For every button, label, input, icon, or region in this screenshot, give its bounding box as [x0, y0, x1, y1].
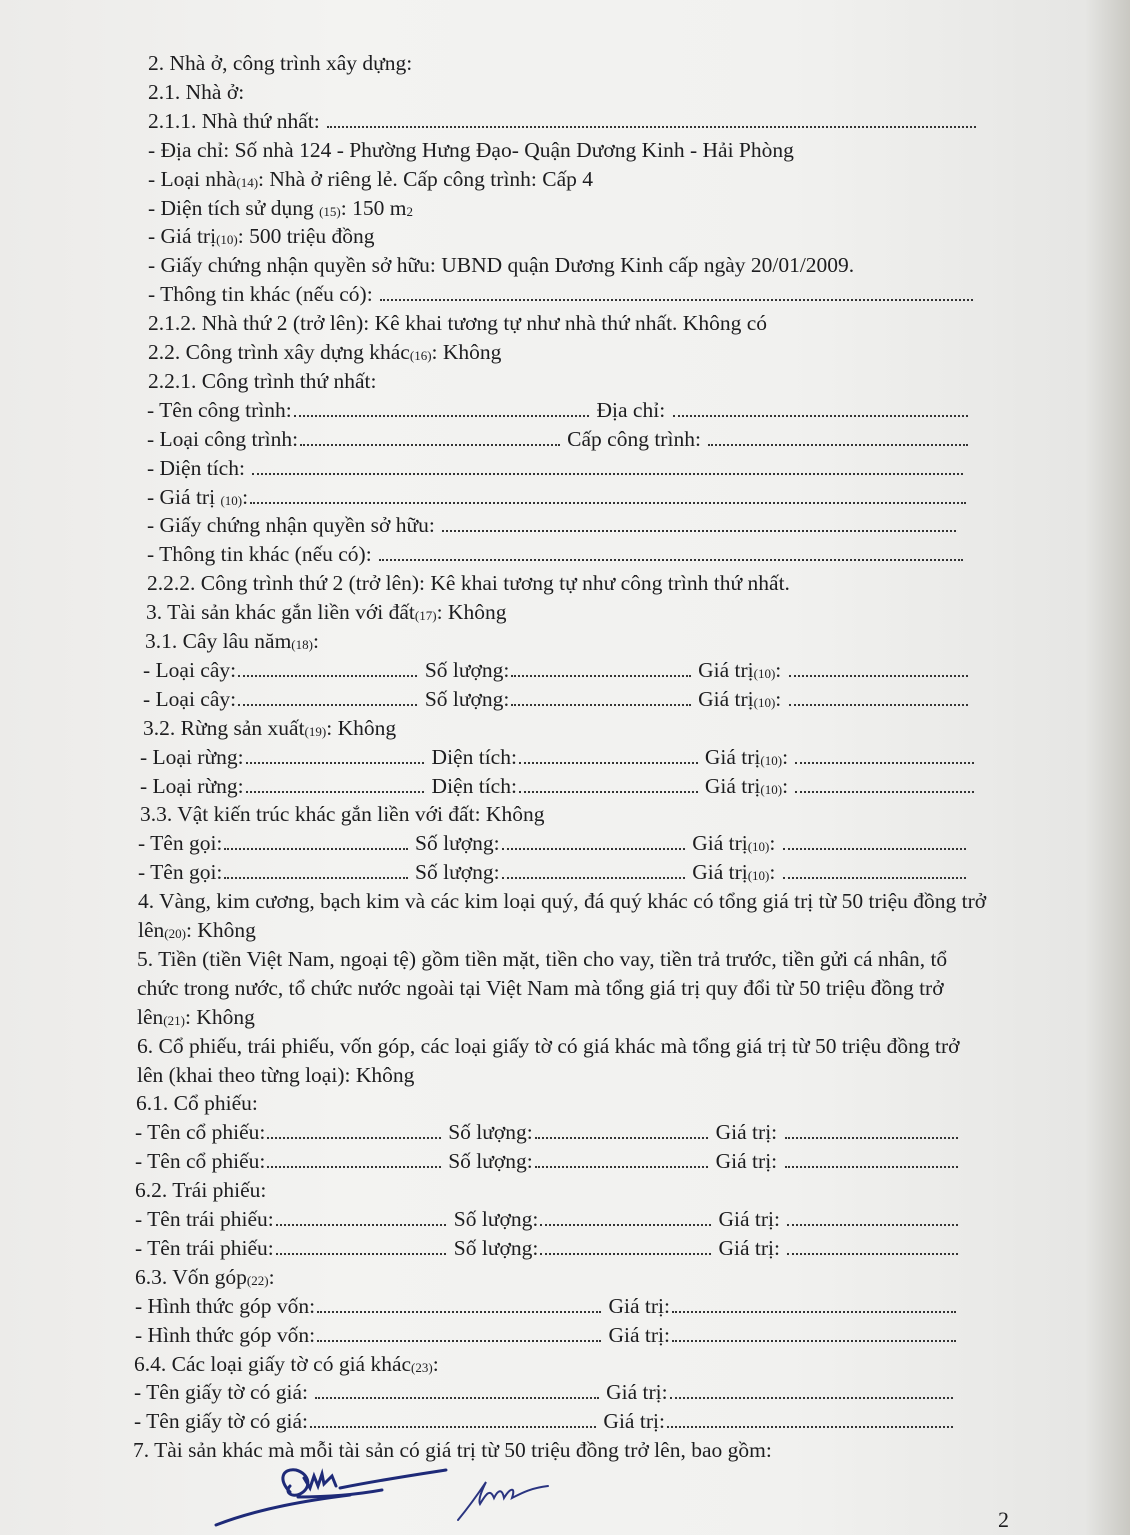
line-text: Giá trị:	[598, 1409, 665, 1433]
line-text: - Tên gọi:	[138, 860, 223, 884]
document-line: - Tên gọi: Số lượng: Giá trị (10) :	[138, 831, 968, 855]
line-text: Giá trị:	[710, 1120, 783, 1144]
line-text: 6.1. Cổ phiếu:	[136, 1091, 258, 1115]
line-text: - Diện tích sử dụng	[148, 196, 320, 220]
line-text: Giá trị:	[713, 1207, 786, 1231]
line-text: Giá trị	[692, 658, 754, 682]
line-text: :	[782, 745, 794, 769]
line-text: - Loại rừng:	[140, 774, 244, 798]
line-text: Số lượng:	[409, 831, 500, 855]
line-text: lên (khai theo từng loại): Không	[137, 1063, 415, 1087]
document-line: - Diện tích sử dụng (15) : 150 m 2	[148, 196, 413, 220]
document-line: - Loại nhà (14) : Nhà ở riêng lẻ. Cấp công trình: Cấp 4	[148, 167, 594, 191]
line-text: - Tên công trình:	[147, 398, 292, 422]
line-text: Giá trị	[686, 831, 748, 855]
line-text: - Loại rừng:	[140, 745, 244, 769]
line-text: : Không	[436, 600, 507, 624]
line-text: Giá trị	[686, 860, 748, 884]
line-text: Giá trị	[692, 687, 754, 711]
line-text: Giá trị:	[600, 1380, 668, 1404]
line-text: Số lượng:	[442, 1120, 533, 1144]
document-line: - Giá trị (10) : 500 triệu đồng	[148, 224, 375, 248]
line-text: - Tên gọi:	[138, 831, 223, 855]
line-text: Diện tích:	[426, 745, 517, 769]
line-text: Số lượng:	[442, 1149, 533, 1173]
line-text: Giá trị:	[603, 1294, 670, 1318]
line-text: 6.3. Vốn góp	[135, 1265, 247, 1289]
line-text: 3.1. Cây lâu năm	[145, 629, 292, 653]
line-text: :	[775, 658, 787, 682]
line-text: 2.2. Công trình xây dựng khác	[148, 340, 410, 364]
document-line: 3.2. Rừng sản xuất (19) : Không	[143, 716, 397, 740]
line-text: Giá trị	[699, 774, 761, 798]
line-text: 2.1. Nhà ở:	[148, 80, 245, 104]
line-text: 6. Cổ phiếu, trái phiếu, vốn góp, các loại giấy tờ có giá khác mà tổng giá trị từ 50 triệu đồng trở	[137, 1034, 960, 1058]
line-text: Giá trị:	[713, 1236, 786, 1260]
line-text: Số lượng:	[448, 1207, 539, 1231]
line-text: 5. Tiền (tiền Việt Nam, ngoại tệ) gồm tiền mặt, tiền cho vay, tiền trả trước, tiền gửi cá nhân, tổ	[137, 947, 948, 971]
line-text: - Loại cây:	[143, 658, 237, 682]
line-text: :	[432, 1352, 439, 1376]
line-text: 7. Tài sản khác mà mỗi tài sản có giá trị từ 50 triệu đồng trở lên, bao gồm:	[133, 1438, 772, 1462]
line-text: :	[769, 831, 781, 855]
line-text: - Tên trái phiếu:	[135, 1236, 274, 1260]
line-text: Số lượng:	[419, 687, 510, 711]
line-text: 2.2.2. Công trình thứ 2 (trở lên): Kê khai tương tự như công trình thứ nhất.	[147, 571, 790, 595]
line-text: 3.2. Rừng sản xuất	[143, 716, 305, 740]
line-text: Cấp công trình:	[561, 427, 707, 451]
line-text: - Loại nhà	[148, 167, 237, 191]
line-text: - Giấy chứng nhận quyền sở hữu:	[147, 513, 441, 537]
line-text: - Tên giấy tờ có giá:	[134, 1409, 308, 1433]
line-text: lên	[138, 918, 165, 942]
line-text: Số lượng:	[409, 860, 500, 884]
document-line: - Loại rừng: Diện tích: Giá trị (10) :	[140, 774, 976, 798]
line-text: Giá trị:	[603, 1323, 670, 1347]
line-text: :	[769, 860, 781, 884]
line-text: - Tên trái phiếu:	[135, 1207, 274, 1231]
document-line: 6.3. Vốn góp (22) :	[135, 1265, 275, 1289]
line-text: lên	[137, 1005, 164, 1029]
line-text: : 500 triệu đồng	[237, 224, 375, 248]
line-text: Số lượng:	[419, 658, 510, 682]
line-text: - Địa chỉ: Số nhà 124 - Phường Hưng Đạo- Quận Dương Kinh - Hải Phòng	[148, 138, 794, 162]
line-text: : Không	[431, 340, 502, 364]
line-text: chức trong nước, tổ chức nước ngoài tại Việt Nam mà tổng giá trị quy đổi từ 50 triệu đồng trở	[137, 976, 944, 1000]
line-text: - Thông tin khác (nếu có):	[148, 282, 379, 306]
line-text: - Hình thức góp vốn:	[135, 1323, 316, 1347]
line-text: - Loại cây:	[143, 687, 237, 711]
line-text: - Thông tin khác (nếu có):	[147, 542, 378, 566]
line-text: 3.3. Vật kiến trúc khác gắn liền với đất: Không	[140, 802, 545, 826]
line-text: Giá trị:	[710, 1149, 783, 1173]
document-line: 3. Tài sản khác gắn liền với đất (17) : Không	[146, 600, 507, 624]
line-text: Số lượng:	[448, 1236, 539, 1260]
document-line: 2.2. Công trình xây dựng khác (16) : Không	[148, 340, 502, 364]
line-text: : Không	[184, 1005, 255, 1029]
document-line: 3.1. Cây lâu năm (18) :	[145, 629, 319, 653]
line-text: - Loại công trình:	[147, 427, 299, 451]
line-text: - Tên cổ phiếu:	[135, 1149, 266, 1173]
line-text: - Giá trị	[147, 485, 221, 509]
line-text: - Hình thức góp vốn:	[135, 1294, 316, 1318]
document-line: lên (21) : Không	[137, 1005, 255, 1029]
line-text: 2. Nhà ở, công trình xây dựng:	[148, 51, 413, 75]
document-line: - Tên gọi: Số lượng: Giá trị (10) :	[138, 860, 968, 884]
page-number: 2	[998, 1507, 1009, 1532]
line-text: 2.1.1. Nhà thứ nhất:	[148, 109, 326, 133]
line-text: : Không	[185, 918, 256, 942]
signature-1	[216, 1470, 446, 1525]
document-line: - Giá trị (10) :	[147, 485, 968, 509]
line-text: Diện tích:	[426, 774, 517, 798]
line-text: :	[268, 1265, 275, 1289]
line-text: :	[242, 485, 249, 509]
line-text: : Nhà ở riêng lẻ. Cấp công trình: Cấp 4	[258, 167, 594, 191]
document-line: - Loại rừng: Diện tích: Giá trị (10) :	[140, 745, 976, 769]
line-text: 6.2. Trái phiếu:	[135, 1178, 267, 1202]
line-text: : Không	[326, 716, 397, 740]
line-text: Giá trị	[699, 745, 761, 769]
line-text: - Tên giấy tờ có giá:	[134, 1380, 314, 1404]
line-text: - Tên cổ phiếu:	[135, 1120, 266, 1144]
line-text: : 150 m	[340, 196, 407, 220]
line-text: :	[782, 774, 794, 798]
document-line: 6.4. Các loại giấy tờ có giá khác (23) :	[134, 1352, 439, 1376]
document-line: lên (20) : Không	[138, 918, 256, 942]
signature-2	[458, 1482, 548, 1520]
line-text: :	[775, 687, 787, 711]
line-text: 6.4. Các loại giấy tờ có giá khác	[134, 1352, 412, 1376]
line-text: - Giấy chứng nhận quyền sở hữu: UBND quận Dương Kinh cấp ngày 20/01/2009.	[148, 253, 855, 277]
line-text: Địa chỉ:	[591, 398, 671, 422]
line-text: 2.2.1. Công trình thứ nhất:	[148, 369, 377, 393]
line-text: - Diện tích:	[147, 456, 251, 480]
document-line: - Loại cây: Số lượng: Giá trị (10) :	[143, 687, 970, 711]
document-line: - Loại cây: Số lượng: Giá trị (10) :	[143, 658, 970, 682]
line-text: - Giá trị	[148, 224, 217, 248]
line-text: 4. Vàng, kim cương, bạch kim và các kim loại quý, đá quý khác có tổng giá trị từ 50 triệu đồng trở	[138, 889, 987, 913]
line-text: 3. Tài sản khác gắn liền với đất	[146, 600, 415, 624]
line-text: :	[312, 629, 319, 653]
line-text: 2.1.2. Nhà thứ 2 (trở lên): Kê khai tương tự như nhà thứ nhất. Không có	[148, 311, 767, 335]
